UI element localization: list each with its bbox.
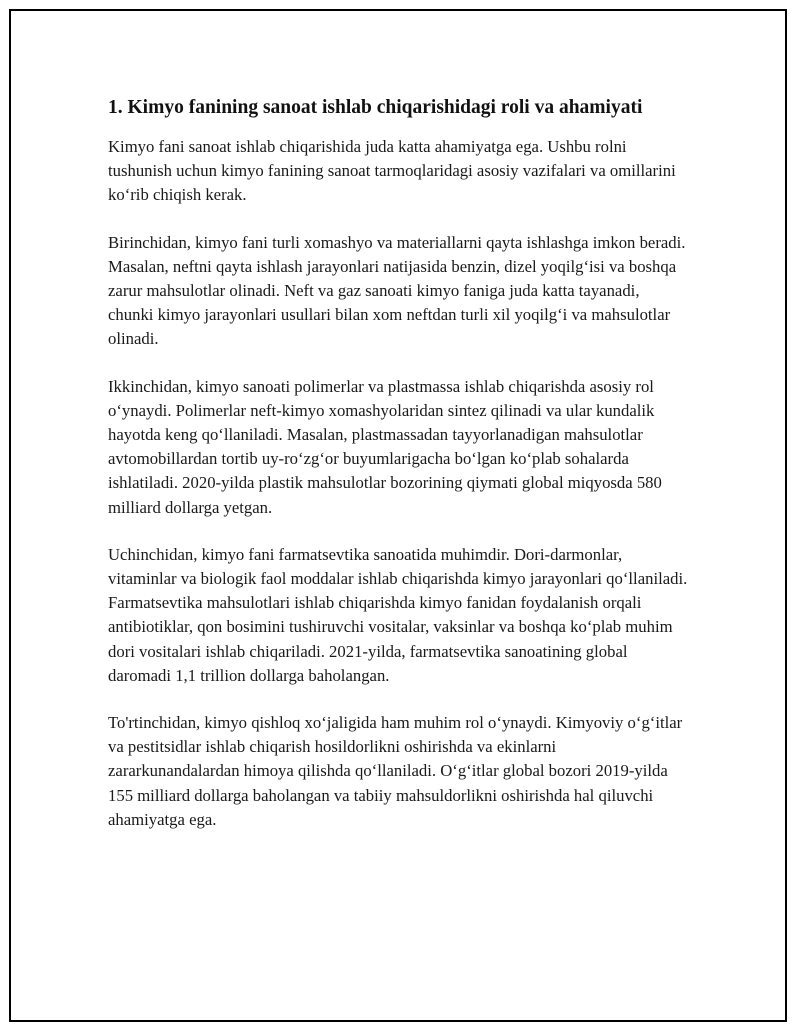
document-body [108, 94, 688, 855]
paragraph-fourth: To'rtinchidan, kimyo qishloq xoʻjaligida ham muhim rol oʻynaydi. Kimyoviy oʻgʻitlar va pestitsidlar ishlab chiqarish hosildorlikni oshirishda va ekinlarni zararkunandalardan himoya qilishda qoʻllaniladi. Oʻgʻitlar global bozori 2019-yilda 155 milliard dollarga baholangan va tabiiy mahsuldorlikni oshirishda hal qiluvchi ahamiyatga ega. [108, 713, 683, 829]
paragraph-first: Birinchidan, kimyo fani turli xomashyo va materiallarni qayta ishlashga imkon beradi. Masalan, neftni qayta ishlash jarayonlari natijasida benzin, dizel yoqilgʻisi va boshqa zarur mahsulotlar olinadi. Neft va gaz sanoati kimyo faniga juda katta tayanadi, chunki kimyo jarayonlari usullari bilan xom neftdan turli xil yoqilgʻi va mahsulotlar olinadi. [108, 232, 686, 349]
paragraph-third: Uchinchidan, kimyo fani farmatsevtika sanoatida muhimdir. Dori-darmonlar, vitaminlar va biologik faol moddalar ishlab chiqarishda kimyo jarayonlari qoʻllaniladi. Farmatsevtika mahsulotlari ishlab chiqarishda kimyo fanidan foydalanish orqali antibiotiklar, qon bosimini tushiruvchi vositalar, vaksinlar va boshqa koʻplab muhim dori vositalari ishlab chiqariladi. 2021-yilda, farmatsevtika sanoatining global daromadi 1,1 trillion dollarga baholangan. [108, 544, 688, 685]
paragraph-intro: Kimyo fani sanoat ishlab chiqarishida juda katta ahamiyatga ega. Ushbu rolni tushunish uchun kimyo fanining sanoat tarmoqlaridagi asosiy vazifalari va omillarini koʻrib chiqish kerak. [108, 137, 676, 205]
paragraph-second: Ikkinchidan, kimyo sanoati polimerlar va plastmassa ishlab chiqarishda asosiy rol oʻynaydi. Polimerlar neft-kimyo xomashyolaridan sintez qilinadi va ular kundalik hayotda keng qoʻllaniladi. Masalan, plastmassadan tayyorlanadigan mahsulotlar avtomobillardan tortib uy-roʻzgʻor buyumlarigacha boʻlgan koʻplab sohalarda ishlatiladi. 2020-yilda plastik mahsulotlar bozorining qiymati global miqyosda 580 milliard dollarga yetgan. [108, 376, 662, 517]
section-heading: 1. Kimyo fanining sanoat ishlab chiqarishidagi roli va ahamiyati [108, 97, 643, 118]
